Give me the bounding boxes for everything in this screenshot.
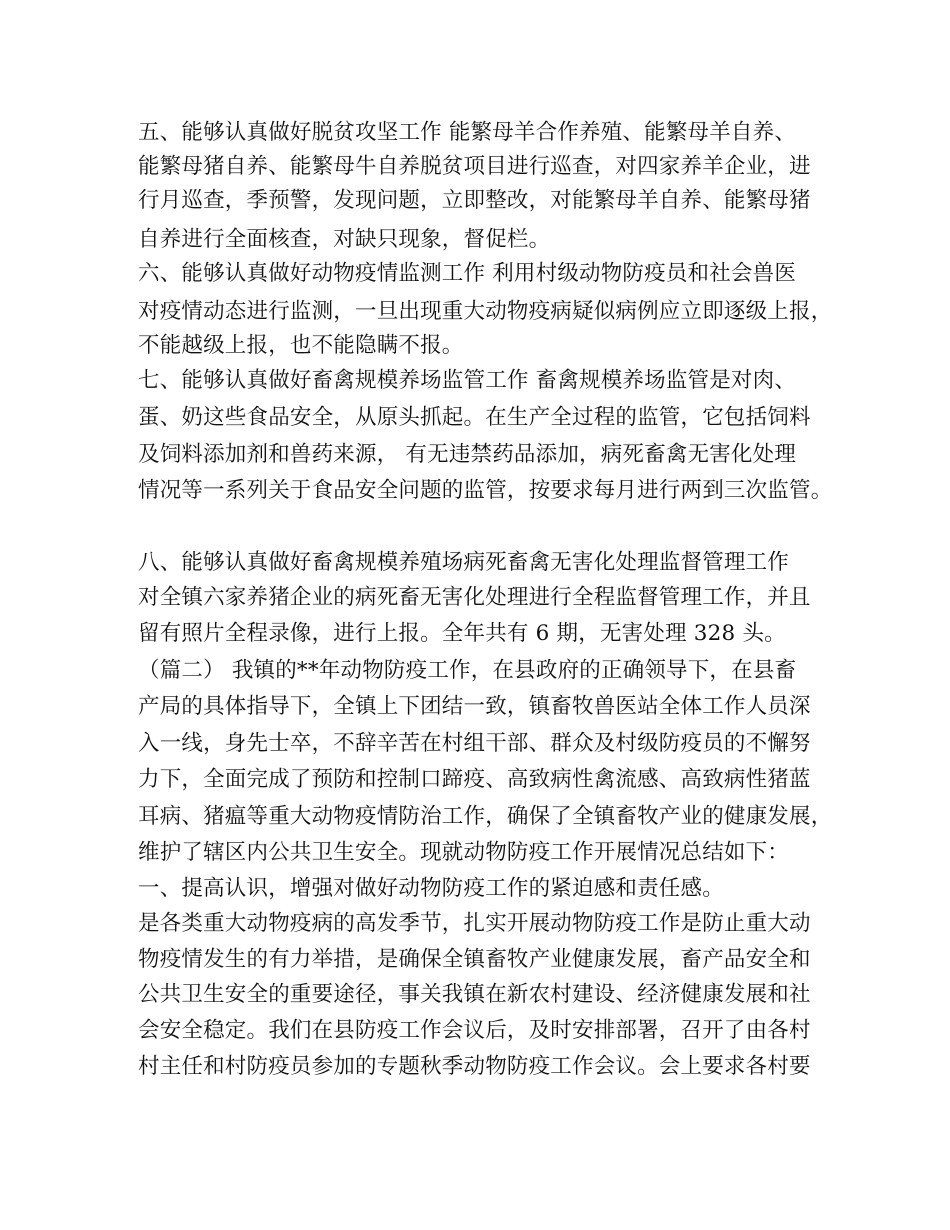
text-line: 五、能够认真做好脱贫攻坚工作 能繁母羊合作养殖、能繁母羊自养、 <box>138 120 797 145</box>
text-line: 对全镇六家养猪企业的病死畜无害化处理进行全程监督管理工作，并且 <box>138 585 811 610</box>
text-line: 自养进行全面核查，对缺只现象，督促栏。 <box>138 227 551 252</box>
text-line: 不能越级上报，也不能隐瞒不报。 <box>138 333 464 358</box>
text-line: 及饲料添加剂和兽药来源， 有无违禁药品添加，病死畜禽无害化处理 <box>138 442 797 467</box>
text-line: 公共卫生安全的重要途径，事关我镇在新农村建设、经济健康发展和社 <box>138 982 811 1007</box>
text-line: 耳病、猪瘟等重大动物疫情防治工作，确保了全镇畜牧产业的健康发展， <box>138 804 833 829</box>
text-line: 一、提高认识，增强对做好动物防疫工作的紧迫感和责任感。 <box>138 876 724 901</box>
text-line: 维护了辖区内公共卫生安全。现就动物防疫工作开展情况总结如下： <box>138 840 790 865</box>
text-line: 行月巡查，季预警，发现问题，立即整改，对能繁母羊自养、能繁母猪 <box>138 188 811 213</box>
text-line: （篇二） 我镇的**年动物防疫工作，在县政府的正确领导下，在县畜 <box>138 658 797 683</box>
text-line: 村主任和村防疫员参加的专题秋季动物防疫工作会议。会上要求各村要 <box>138 1054 811 1079</box>
text-line: 八、能够认真做好畜禽规模养殖场病死畜禽无害化处理监督管理工作 <box>138 550 790 575</box>
text-line: 会安全稳定。我们在县防疫工作会议后，及时安排部署，召开了由各村 <box>138 1018 811 1043</box>
text-line: 留有照片全程录像，进行上报。全年共有 6 期，无害处理 328 头。 <box>138 621 786 646</box>
text-line: 入一线，身先士卒，不辞辛苦在村组干部、群众及村级防疫员的不懈努 <box>138 731 811 756</box>
text-line: 六、能够认真做好动物疫情监测工作 利用村级动物防疫员和社会兽医 <box>138 261 797 286</box>
text-line: 能繁母猪自养、能繁母牛自养脱贫项目进行巡查，对四家养羊企业，进 <box>138 154 811 179</box>
text-line: 情况等一系列关于食品安全问题的监管，按要求每月进行两到三次监管。 <box>138 478 833 503</box>
text-line: 蛋、奶这些食品安全，从原头抓起。在生产全过程的监管，它包括饲料 <box>138 405 811 430</box>
text-line: 力下，全面完成了预防和控制口蹄疫、高致病性禽流感、高致病性猪蓝 <box>138 767 811 792</box>
text-line: 七、能够认真做好畜禽规模养场监管工作 畜禽规模养场监管是对肉、 <box>138 368 797 393</box>
text-line: 物疫情发生的有力举措，是确保全镇畜牧产业健康发展，畜产品安全和 <box>138 947 811 972</box>
text-line: 产局的具体指导下，全镇上下团结一致，镇畜牧兽医站全体工作人员深 <box>138 694 811 719</box>
text-line: 对疫情动态进行监测，一旦出现重大动物疫病疑似病例应立即逐级上报， <box>138 299 833 324</box>
text-line: 是各类重大动物疫病的高发季节，扎实开展动物防疫工作是防止重大动 <box>138 911 811 936</box>
